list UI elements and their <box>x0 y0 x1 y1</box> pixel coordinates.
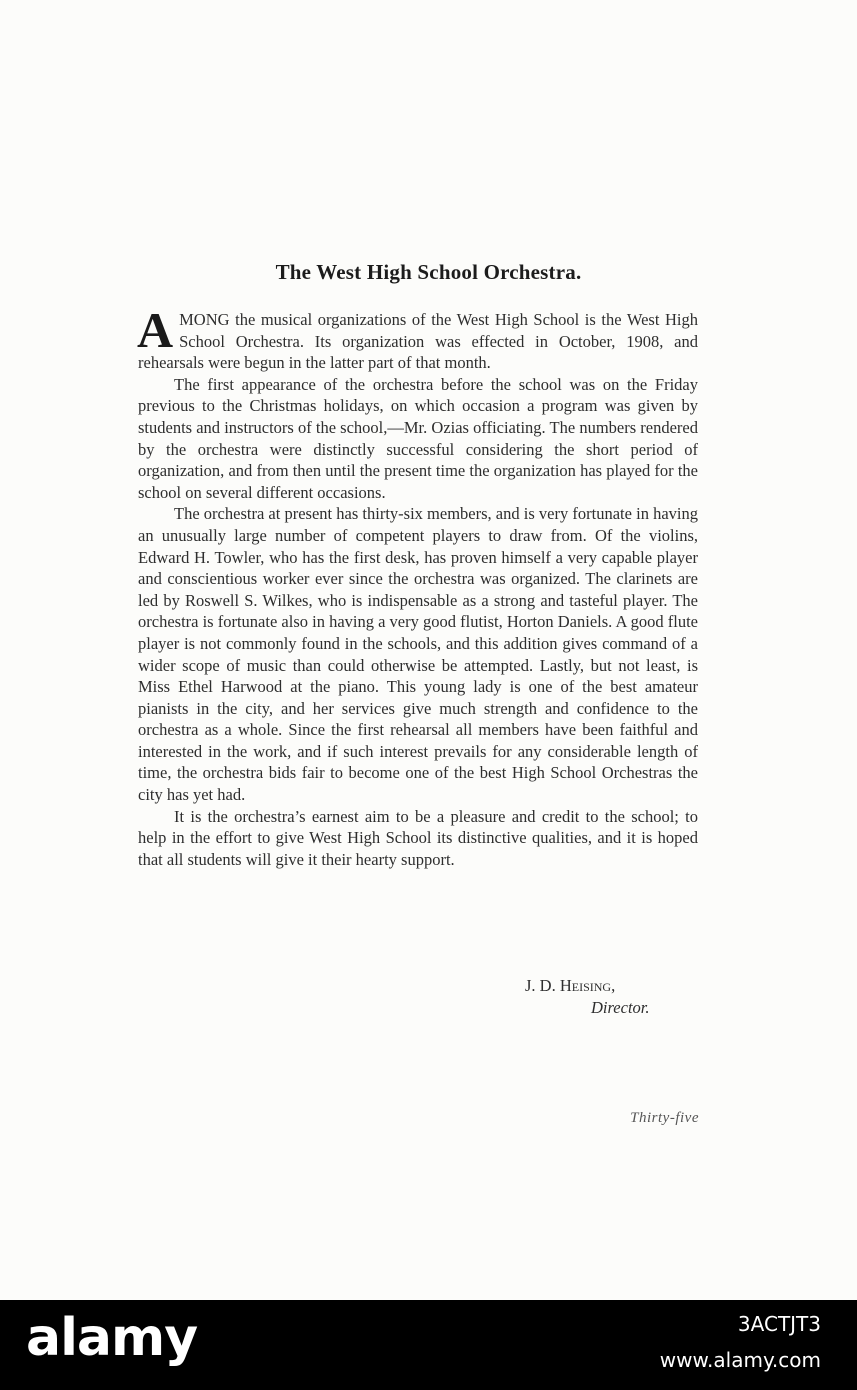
article-body <box>137 302 698 870</box>
paragraph-3: The orchestra at present has thirty-six members, and is very fortunate in having an unusually large number of competent players to draw from. Of the violins, Edward H. Towler, who has the first desk, has proven himself a very capable player and conscientious worker ever since the orchestra was organized. The clarinets are led by Roswell S. Wilkes, who is indispensable as a strong and tasteful player. The orchestra is fortunate also in having a very good flutist, Horton Daniels. A good flute player is not commonly found in the schools, and this addition gives command of a wider scope of music than could otherwise be attempted. Lastly, but not least, is Miss Ethel Harwood at the piano. This young lady is one of the best amateur pianists in the city, and her services give much strength and confidence to the orchestra as a whole. Since the first rehearsal all members have been faithful and interested in the work, and if such interest prevails for any considerable length of time, the orchestra bids fair to become one of the best High School Orchestras the city has yet had. <box>138 504 698 805</box>
signature-title: Director. <box>591 998 650 1017</box>
drop-cap: A <box>137 302 174 358</box>
watermark-logo: alamy <box>26 1308 198 1368</box>
page-number: Thirty-five <box>630 1110 699 1126</box>
paragraph-4: It is the orchestra’s earnest aim to be a pleasure and credit to the school; to help in the effort to give West High School its distinctive qualities, and it is hoped that all students will give it their hearty support. <box>138 806 698 869</box>
watermark-image-id: 3ACTJT3 <box>737 1312 821 1336</box>
signature-block <box>525 975 725 1019</box>
signature-name <box>525 975 725 997</box>
watermark-banner <box>0 1300 857 1390</box>
article-title: The West High School Orchestra. <box>275 260 582 284</box>
paragraph-1 <box>137 302 698 374</box>
paragraph-1-text: MONG the musical organizations of the West High School is the West High School Orchestra. Its organization was effected in October, 1908, and rehearsals were begun in the latter part of that month. <box>138 310 698 373</box>
watermark-url: www.alamy.com <box>659 1348 821 1372</box>
signature-surname: Heising, <box>559 976 616 995</box>
paragraph-2: The first appearance of the orchestra before the school was on the Friday previous to the Christmas holidays, on which occasion a program was given by students and instructors of the school,—Mr. Ozias officiating. The numbers rendered by the orchestra were distinctly successful considering the short period of organization, and from then until the present time the organization has played for the school on several different occasions. <box>138 374 698 502</box>
signature-initials: J. D. <box>525 976 560 995</box>
